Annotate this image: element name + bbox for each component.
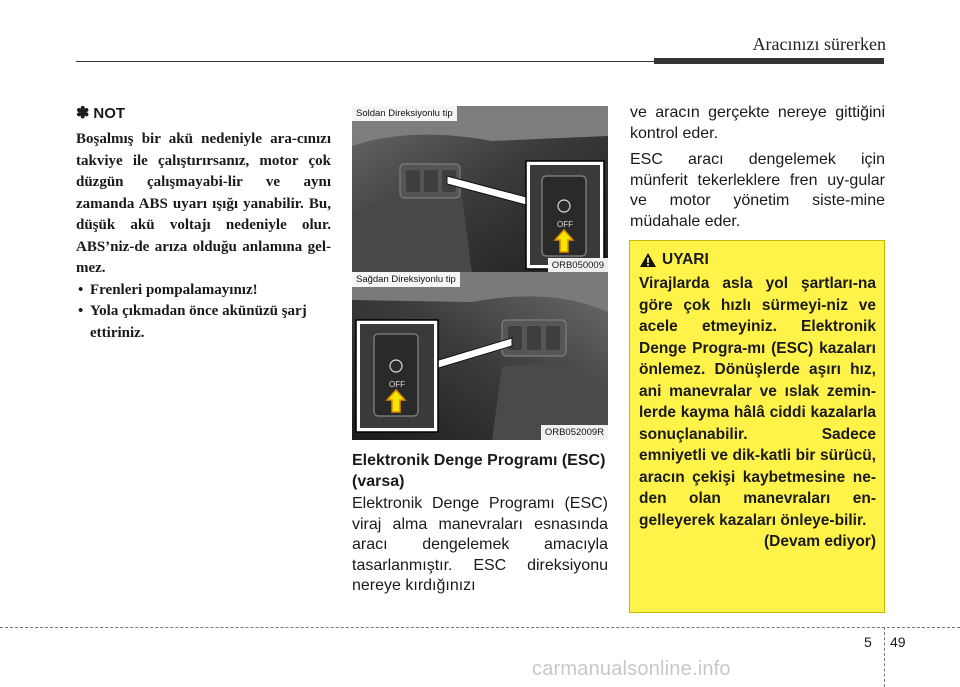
note-body: Boşalmış bir akü nedeniyle ara-cınızı takviye ile çalıştırırsanız, motor çok düzgün çalışmayabi-lir ve aynı zamanda ABS uyarı ışığı yanabilir. Bu, düşük akü voltajı nedeniyle olur. ABS’niz-de arıza olduğu anlamına gel-mez. [76,131,331,276]
dashboard-illustration [352,106,608,273]
paragraph: ve aracın gerçekte nereye gittiğini kontrol eder. [630,104,885,142]
list-item-text: Yola çıkmadan önce akünüzü şarj ettiriniz. [90,303,307,341]
section-body-continued [630,103,885,238]
note-title: NOT [93,104,126,122]
warning-body: Virajlarda asla yol şartları-na göre çok hızlı sürmeyi-niz ve acele etmeyiniz. Elektronik Denge Progra-mı (ESC) kazaları önlemez. Dönüşlerde aşırı hız, ani manevralar ve ıslak zemin-lerde kayma hâlâ ciddi kazalarla sonuçlanabilir. Sadece emniyetli ve dik-katli bir sürücü, aracın çekişi kaybetmesine ne-den olan manevraları en-gelleyerek kazaları önleye-bilir. [639,275,876,529]
note-section [76,103,331,344]
photo-code: ORB050009 [548,258,608,273]
list-item-text: Frenleri pompalamayınız! [90,281,258,298]
footer-divider [884,627,885,687]
photo-caption: Soldan Direksiyonlu tip [352,106,457,121]
asterisk-icon: ✽ [76,105,90,122]
list-item [76,301,331,344]
header-rule-accent [654,58,884,64]
list-item [76,280,331,302]
watermark: carmanualsonline.info [532,658,731,680]
section-heading: Elektronik Denge Programı (ESC) (varsa) [352,452,606,490]
off-label: OFF [557,220,573,229]
section-number: 5 [864,634,872,650]
dashboard-photo-right-hand-drive [352,272,608,440]
paragraph: ESC aracı dengelemek için münferit tekerleklere fren uy-gular ve motor yönetim siste-mine müdahale eder. [630,151,885,230]
warning-heading [639,251,876,269]
section-body: Elektronik Denge Programı (ESC) viraj alma manevraları esnasında aracı dengelemek amacıyla tasarlanmıştır. ESC direksiyonu nereye kırdığınızı [352,495,608,594]
note-heading [76,103,331,123]
photo-caption: Sağdan Direksiyonlu tip [352,272,460,287]
header-rule [76,61,656,62]
warning-title: UYARI [662,251,709,268]
dashboard-photo-left-hand-drive [352,106,608,273]
warning-triangle-icon [639,252,657,268]
page-number: 49 [890,634,906,650]
warning-box [629,240,885,613]
bullet-icon: • [78,281,84,298]
note-list [76,280,331,345]
off-label: OFF [389,380,405,389]
continued-label: (Devam ediyor) [764,533,876,550]
page-header-title: Aracınızı sürerken [752,34,886,54]
dashboard-illustration [352,272,608,440]
photo-code: ORB052009R [541,425,608,440]
footer-rule [0,627,960,628]
bullet-icon: • [78,303,84,319]
